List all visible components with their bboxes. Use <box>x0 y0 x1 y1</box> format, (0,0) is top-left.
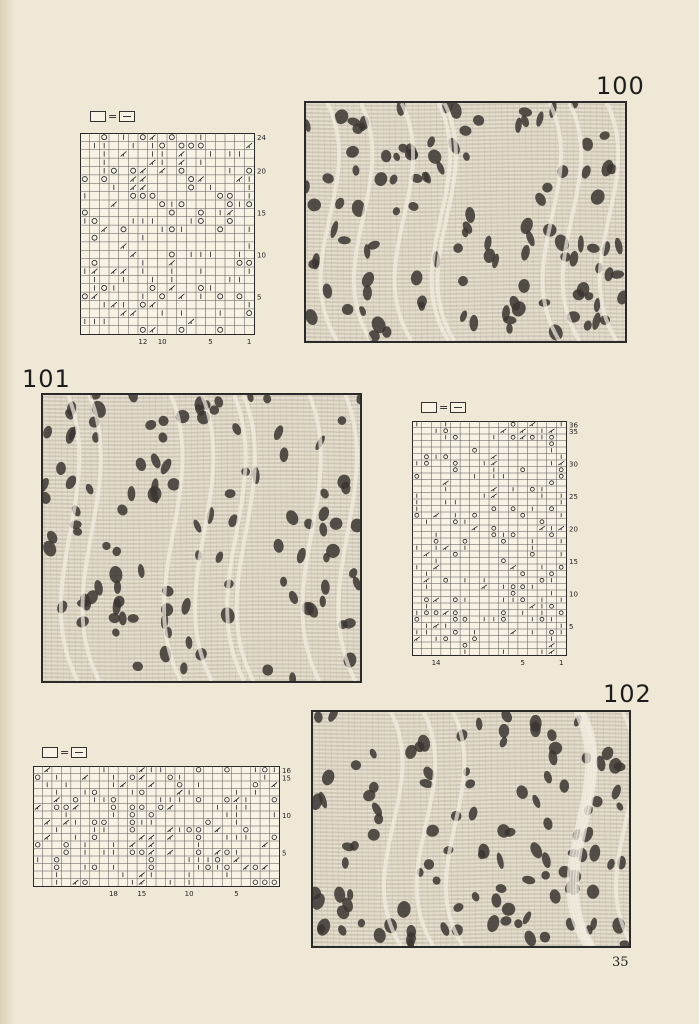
row-number-label: 20 <box>257 167 266 176</box>
pattern-number-102: 102 <box>603 680 652 708</box>
empty-square-symbol <box>421 402 437 413</box>
chart-grid-svg <box>80 133 280 348</box>
knitted-sample-photo-101 <box>41 393 362 683</box>
column-number-label: 14 <box>431 659 441 667</box>
chart-legend-100 <box>90 110 135 122</box>
chart-legend-102 <box>42 746 87 758</box>
column-number-label: 5 <box>520 659 525 667</box>
column-number-label: 10 <box>157 338 167 346</box>
column-number-label: 1 <box>558 659 564 667</box>
knitted-sample-photo-100 <box>304 101 627 343</box>
column-number-label: 1 <box>246 338 252 346</box>
row-number-label: 30 <box>569 460 578 469</box>
chart-grid-svg <box>412 421 592 669</box>
lace-texture <box>313 712 629 946</box>
row-number-label: 15 <box>569 557 578 566</box>
row-number-label: 5 <box>569 622 574 631</box>
row-number-label: 36 <box>569 421 578 430</box>
column-number-label: 18 <box>108 890 118 898</box>
row-number-label: 25 <box>569 492 578 501</box>
legend-equals: = <box>108 109 118 123</box>
knitting-chart-100 <box>80 133 280 348</box>
purl-square-symbol <box>71 747 87 758</box>
row-number-label: 15 <box>282 774 291 783</box>
chart-grid-svg <box>33 766 305 900</box>
knitted-sample-photo-102 <box>311 710 631 948</box>
row-number-label: 5 <box>257 293 262 302</box>
column-number-label: 15 <box>137 890 147 898</box>
purl-square-symbol <box>450 402 466 413</box>
lace-texture <box>43 395 360 681</box>
pattern-number-101: 101 <box>22 365 71 393</box>
page-number: 35 <box>612 955 629 970</box>
row-number-label: 10 <box>282 811 291 820</box>
column-number-label: 12 <box>138 338 148 346</box>
row-number-label: 24 <box>257 134 266 143</box>
row-number-label: 5 <box>282 849 287 858</box>
chart-legend-101 <box>421 401 466 413</box>
knitting-chart-101 <box>412 421 592 669</box>
lace-texture <box>306 103 625 341</box>
row-number-label: 16 <box>282 766 291 775</box>
page-edge <box>0 0 14 1024</box>
column-number-label: 5 <box>208 338 213 346</box>
pattern-number-100: 100 <box>596 72 645 100</box>
purl-square-symbol <box>119 111 135 122</box>
row-number-label: 35 <box>569 427 578 436</box>
row-number-label: 20 <box>569 525 578 534</box>
legend-equals: = <box>60 745 70 759</box>
empty-square-symbol <box>42 747 58 758</box>
row-number-label: 15 <box>257 209 266 218</box>
knitting-chart-102 <box>33 766 305 900</box>
column-number-label: 5 <box>234 890 239 898</box>
row-number-label: 10 <box>569 590 578 599</box>
legend-equals: = <box>439 400 449 414</box>
empty-square-symbol <box>90 111 106 122</box>
row-number-label: 10 <box>257 251 266 260</box>
column-number-label: 10 <box>184 890 194 898</box>
